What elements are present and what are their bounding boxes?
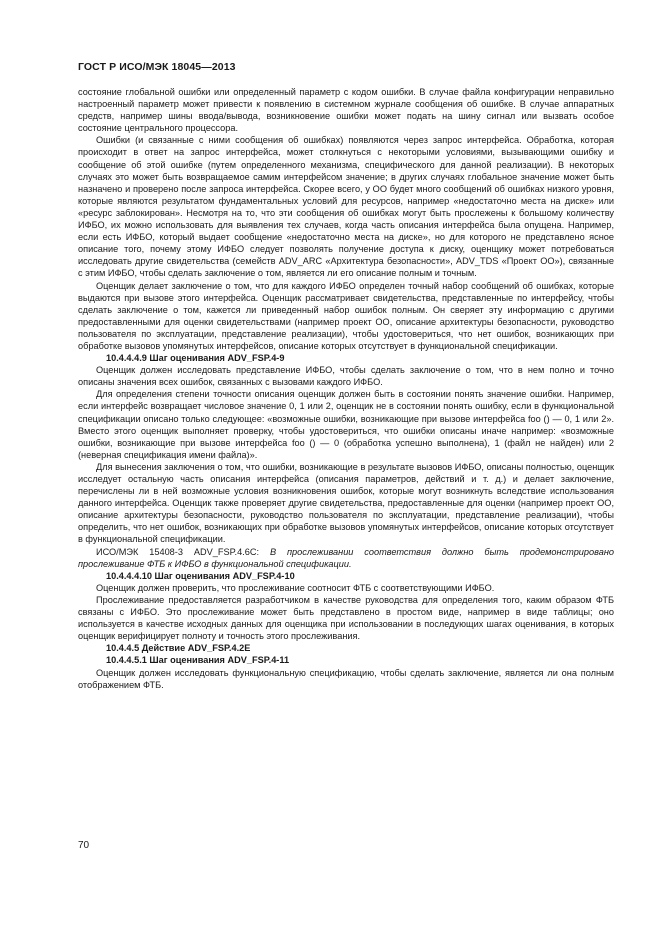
- paragraph-iso-reference: [78, 546, 614, 570]
- heading-step-fsp-4-11: 10.4.4.5.1 Шаг оценивания ADV_FSP.4-11: [106, 655, 290, 666]
- heading-action-fsp-4-2e: 10.4.4.5 Действие ADV_FSP.4.2E: [106, 643, 251, 654]
- paragraph-error-completeness: Для вынесения заключения о том, что ошибки, возникающие в результате вызовов ИФБО, описаны полностью, оценщик исследует остальную часть описания интерфейса (описания параметров, действий и т. д.) и делает заключение, перечислены ли в ней возможные условия возникновения ошибок, которые могут возникнуть вследствие использования данного интерфейса. Оценщик также проверяет другие свидетельства, предоставленные для оценки (например проект ОО, описание архитектуры безопасности, руководство пользователя по эксплуатации, представление реализации), чтобы определить, что нет ошибок, возникающих при обработке вызовов упомянутых интерфейсов, описание которых отсутствует в функциональной спецификации.: [78, 461, 614, 545]
- heading-step-fsp-4-9: 10.4.4.4.9 Шаг оценивания ADV_FSP.4-9: [106, 353, 285, 364]
- paragraph-error-meaning-example: Для определения степени точности описания оценщик должен быть в состоянии понять значение ошибки. Например, если интерфейс возвращает числовое значение 0, 1 или 2, оценщик не в состоянии понять ошибку, если в функциональной спецификации описано только следующее: «возможные ошибки, возникающие при вызове интерфейса foo () — 0, 1 или 2». Вместо этого оценщик выполняет проверку, чтобы удостовериться, что ошибки описаны иначе например: «возможные ошибки, возникающие при вызове интерфейса foo () — 0 (обработка успешно выполнена), 1 (файл не найден) или 2 (неверная спецификация имени файла)».: [78, 389, 614, 460]
- iso-reference-prefix: ИСО/МЭК 15408-3 ADV_FSP.4.6C:: [96, 546, 270, 557]
- paragraph-error-messages: Ошибки (и связанные с ними сообщения об ошибках) появляются через запрос интерфейса. Обработка, которая происходит в ответ на запрос интерфейса, может столкнуться с некоторыми условиями, вызывающими ошибку и сообщение об этой ошибке (путем определенного механизма, специфического для данной реализации). В некоторых случаях это может быть возвращаемое самим интерфейсом значение; в других случаях глобальное значение может быть назначено и проверено после запроса интерфейса. Скорее всего, у ОО будет много сообщений об ошибках низкого уровня, которые являются результатом фундаментальных условий для ресурсов, например «недостаточно места на диске» или «ресурс заблокирован». Несмотря на то, что эти сообщения об ошибках могут быть прослежены к большому количеству ИФБО, их можно использовать для выявления тех случаев, когда часть описания интерфейса была опущена. Например, если есть ИФБО, который выдает сообщение «недостаточно места на диске», но для которого не представлено ясное описание того, почему этому ИФБО следует позволять получение доступа к диску, оценщику может потребоваться исследовать другие свидетельства (семейств ADV_ARC «Архитектура безопасности», ADV_TDS «Проект ОО»), связанные с этим ИФБО, чтобы сделать заключение о том, является ли его описание полным и точным.: [78, 135, 614, 279]
- paragraph-tracing-description: Прослеживание предоставляется разработчиком в качестве руководства для определения того, каким образом ФТБ связаны с ИФБО. Это прослеживание может быть представлено в простом виде, например в виде таблицы; оно используется в качестве исходных данных для оценщика при использовании в последующих шагах оценивания, в которых оценщик верифицирует полноту и точность этого прослеживания.: [78, 594, 614, 642]
- paragraph-step-4-9-requirement: Оценщик должен исследовать представление ИФБО, чтобы сделать заключение о том, что в нем полно и точно описаны значения всех ошибок, связанных с вызовами каждого ИФБО.: [78, 365, 614, 388]
- paragraph-step-4-10-requirement: Оценщик должен проверить, что прослеживание соотносит ФТБ с соответствующими ИФБО.: [96, 582, 495, 593]
- paragraph-error-set-conclusion: Оценщик делает заключение о том, что для каждого ИФБО определен точный набор сообщений об ошибках, которые выдаются при вызове этого интерфейса. Оценщик рассматривает свидетельства, представленные по интерфейсу, чтобы сделать заключение о том, кажется ли приведенный набор ошибок полным. Он сверяет эту информацию с другими предоставленными для оценки свидетельствами (например проект ОО, описание архитектуры безопасности, руководство пользователя по эксплуатации, представление реализации), чтобы удостовериться, что нет ошибок, возникающих при обработке вызовов упомянутых интерфейсов, описание которых отсутствует в функциональной спецификации.: [78, 280, 614, 351]
- page-header: ГОСТ Р ИСО/МЭК 18045—2013: [78, 61, 236, 73]
- iso-reference-text: В прослеживании соответствия должно быть продемонстрировано прослеживание ФТБ к ИФБО в функциональной спецификации.: [78, 546, 615, 569]
- page-number: 70: [78, 840, 90, 851]
- paragraph-error-state: состояние глобальной ошибки или определенный параметр с кодом ошибки. В случае файла конфигурации неправильно настроенный параметр может привести к появлению в системном журнале сообщения об ошибке. В случае аппаратных средств, например шины ввода/вывода, возникновение ошибки может подать на шину сигнал или вызвать особое состояние центрального процессора.: [78, 87, 614, 134]
- heading-step-fsp-4-10: 10.4.4.4.10 Шаг оценивания ADV_FSP.4-10: [106, 570, 295, 581]
- paragraph-step-4-11-requirement: Оценщик должен исследовать функциональную спецификацию, чтобы сделать заключение, является ли она полным отображением ФТБ.: [78, 667, 614, 690]
- document-body: [78, 86, 614, 691]
